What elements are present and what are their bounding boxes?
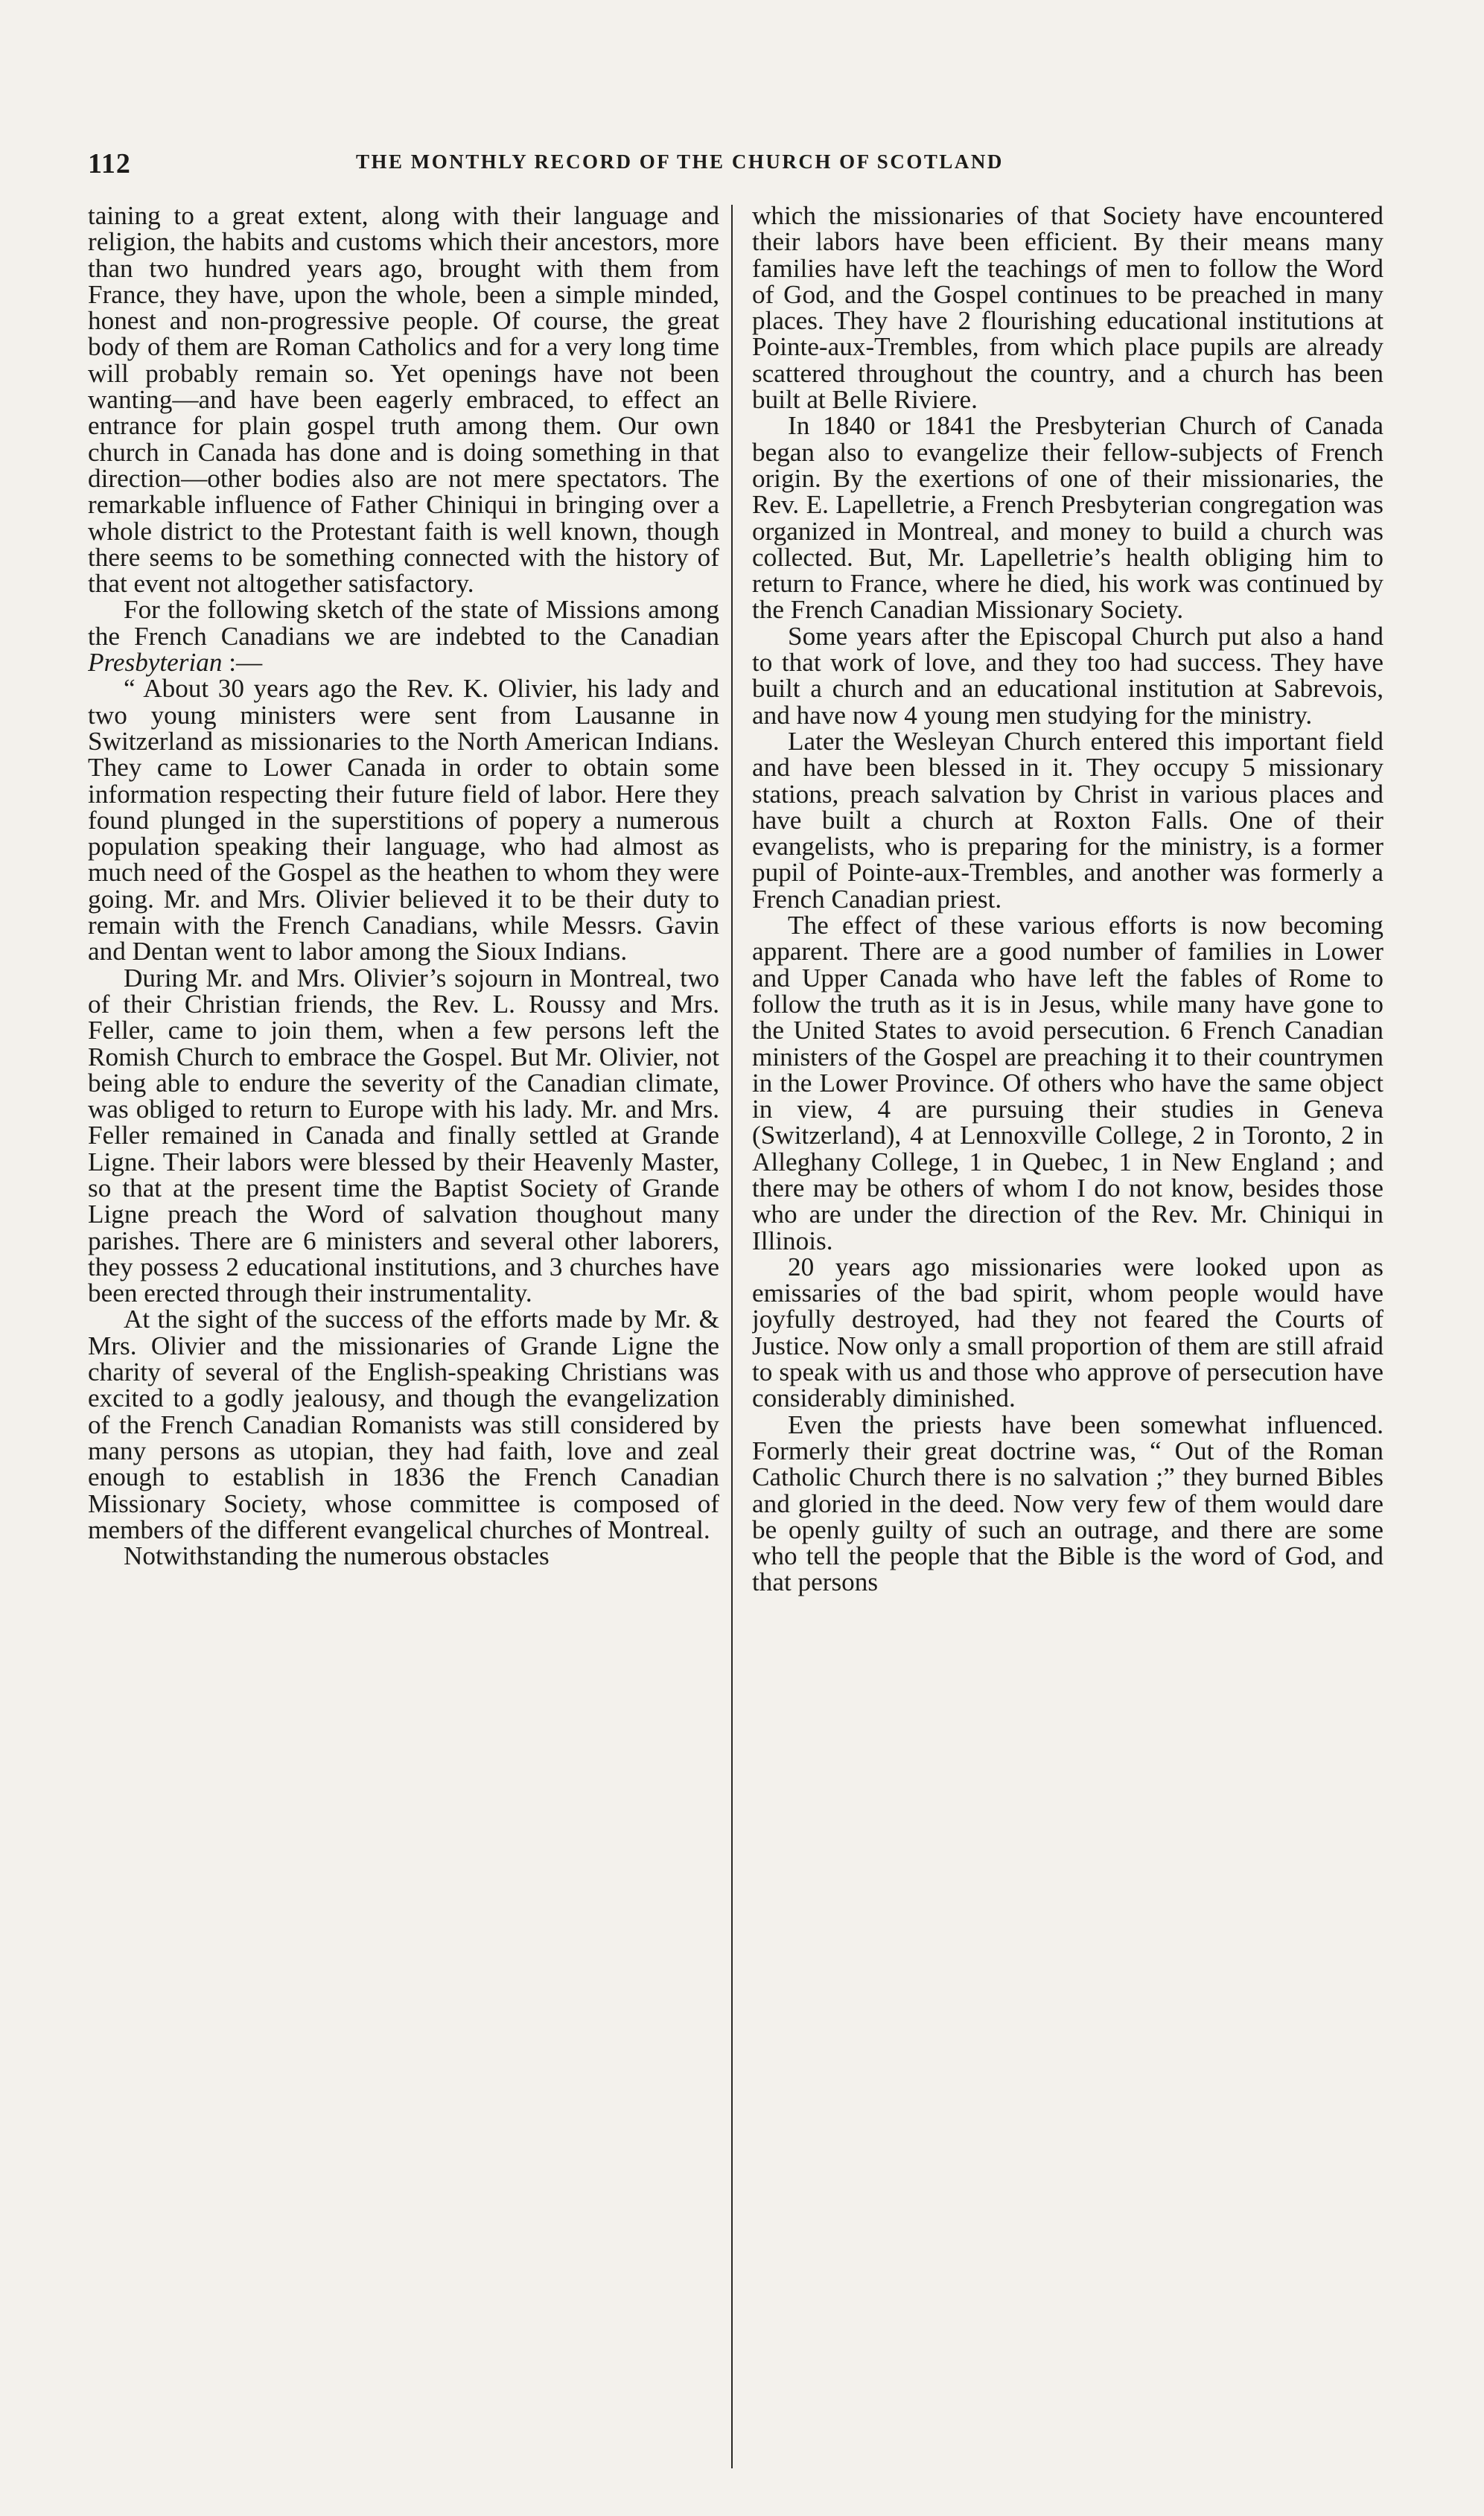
paragraph: Even the priests have been somewhat influenced. Formerly their great doctrine was, “ Out of the Roman Catholic Church there is no salvation ;” they burned Bibles and gloried in the deed. Now very few of them would dare be openly guilty of such an outrage, and there are some who tell the people that the Bible is the word of God, and that persons [752,1410,1383,1597]
paragraph: Notwithstanding the numerous obstacles [124,1541,550,1571]
paragraph: “ About 30 years ago the Rev. K. Olivier, his lady and two young ministers were sent from Lausanne in Switzerland as missionaries to the North American Indians. They came to Lower Canada in order to obtain some information respecting their future field of labor. Here they found plunged in the superstitions of popery a numerous population speaking their language, who had almost as much need of the Gospel as the heathen to whom they were going. Mr. and Mrs. Olivier believed it to be their duty to remain with the French Canadians, while Messrs. Gavin and Dentan went to labor among the Sioux Indians. [88,674,719,966]
paragraph: In 1840 or 1841 the Presbyterian Church of Canada began also to evangelize their fellow-subjects of French origin. By the exertions of one of their missionaries, the Rev. E. Lapelletrie, a French Presbyterian congregation was organized in Montreal, and money to build a church was collected. But, Mr. Lapelletrie’s health obliging him to return to France, where he died, his work was continued by the French Canadian Missionary Society. [752,411,1383,625]
paragraph: Some years after the Episcopal Church put also a hand to that work of love, and they too had success. They have built a church and an educational institution at Sabrevois, and have now 4 young men studying for the ministry. [752,621,1383,730]
paragraph: Later the Wesleyan Church entered this important field and have been blessed in it. They occupy 5 missionary stations, preach salvation by Christ in various places and have built a church at Roxton Falls. One of their evangelists, who is preparing for the ministry, is a former pupil of Pointe-aux-Trembles, and another was formerly a French Canadian priest. [752,726,1383,914]
paragraph: taining to a great extent, along with their language and religion, the habits and customs which their ancestors, more than two hundred years ago, brought with them from France, they have, upon the whole, been a simple minded, honest and non-progressive people. Of course, the great body of them are Roman Catholics and for a very long time will probably remain so. Yet openings have not been wanting—and have been eagerly embraced, to effect an entrance for plain gospel truth among them. Our own church in Canada has done and is doing something in that direction—other bodies also are not mere spectators. The remarkable influence of Father Chiniqui in bringing over a whole district to the Protestant faith is well known, though there seems to be something connected with the history of that event not altogether satisfactory. [88,203,719,599]
paragraph-text-end: :— [222,648,263,678]
italic-publication-title: Presbyterian [88,648,223,678]
left-column [88,203,719,2477]
paragraph: During Mr. and Mrs. Olivier’s sojourn in Montreal, two of their Christian friends, the Rev. L. Roussy and Mrs. Feller, came to join them, when a few persons left the Romish Church to embrace the Gospel. But Mr. Olivier, not being able to endure the severity of the Canadian climate, was obliged to return to Europe with his lady. Mr. and Mrs. Feller remained in Canada and finally settled at Grande Ligne. Their labors were blessed by their Heavenly Master, so that at the present time the Baptist Society of Grande Ligne preach the Word of salvation thoughout many parishes. There are 6 ministers and several other laborers, they possess 2 educational institutions, and 3 churches have been erected through their instrumentality. [88,963,719,1308]
paragraph-intro [88,595,719,678]
right-column [752,203,1383,2477]
running-title: THE MONTHLY RECORD OF THE CHURCH OF SCOTLAND [356,150,1004,173]
column-divider [731,205,733,2468]
paragraph: The effect of these various efforts is now becoming apparent. There are a good number of families in Lower and Upper Canada who have left the fables of Rome to follow the truth as it is in Jesus, while many have gone to the United States to avoid persecution. 6 French Canadian ministers of the Gospel are preaching it to their countrymen in the Lower Province. Of others who have the same object in view, 4 are pursuing their studies in Geneva (Switzerland), 4 at Lennoxville College, 2 in Toronto, 2 in Alleghany College, 1 in Quebec, 1 in New England ; and there may be others of whom I do not know, besides those who are under the direction of the Rev. Mr. Chiniqui in Illinois. [752,911,1383,1255]
page-number: 112 [88,148,131,179]
paragraph-text: For the following sketch of the state of Missions among the French Canadians we are indebted to the Canadian [88,595,719,651]
paragraph: 20 years ago missionaries were looked upon as emissaries of the bad spirit, whom people would have joyfully destroyed, had they not feared the Courts of Justice. Now only a small proportion of them are still afraid to speak with us and those who approve of persecution have considerably diminished. [752,1252,1383,1413]
paragraph: which the missionaries of that Society have encountered their labors have been efficient. By their means many families have left the teachings of men to follow the Word of God, and the Gospel continues to be preached in many places. They have 2 flourishing educational institutions at Pointe-aux-Trembles, from which place pupils are already scattered throughout the country, and a church has been built at Belle Riviere. [752,203,1383,415]
paragraph: At the sight of the success of the efforts made by Mr. & Mrs. Olivier and the missionaries of Grande Ligne the charity of several of the English-speaking Christians was excited to a godly jealousy, and though the evangelization of the French Canadian Romanists was still considered by many persons as utopian, they had faith, love and zeal enough to establish in 1836 the French Canadian Missionary Society, whose committee is composed of members of the different evangelical churches of Montreal. [88,1305,719,1544]
page-header [88,147,1369,180]
